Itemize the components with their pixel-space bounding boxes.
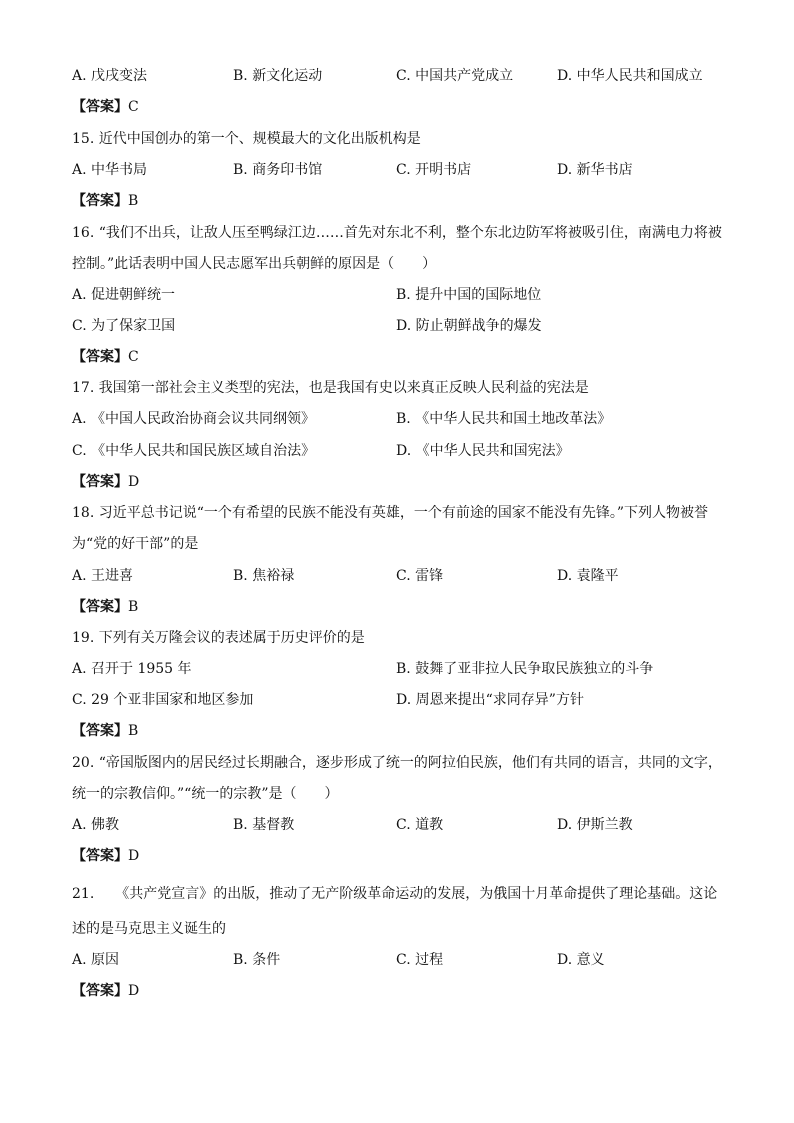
option-a: A. 《中国人民政治协商会议共同纲领》: [72, 411, 316, 427]
option-d: D. 中华人民共和国成立: [557, 68, 703, 84]
option-a: A. 召开于 1955 年: [72, 661, 192, 677]
question-stem-line-1: 16. “我们不出兵，让敌人压至鸭绿江边……首先对东北不利，整个东北边防军将被吸引住，南满电力将被: [72, 225, 722, 241]
option-c: C. 为了保家卫国: [72, 318, 176, 334]
answer-value: B: [128, 193, 139, 209]
answer-value: D: [128, 848, 140, 864]
option-b: B. 基督教: [233, 817, 295, 833]
question-stem: 17. 我国第一部社会主义类型的宪法，也是我国有史以来真正反映人民利益的宪法是: [72, 380, 589, 396]
option-b: B. 《中华人民共和国土地改革法》: [396, 411, 612, 427]
option-c: C. 道教: [396, 817, 444, 833]
answer-line: [72, 846, 139, 866]
option-b: B. 鼓舞了亚非拉人民争取民族独立的斗争: [396, 661, 654, 677]
question-stem-line-2: 为“党的好干部”的是: [72, 536, 199, 552]
answer-tag: 【答案】: [72, 848, 128, 864]
option-c: C. 《中华人民共和国民族区域自治法》: [72, 443, 316, 459]
option-b: B. 新文化运动: [233, 68, 323, 84]
option-c: C. 29 个亚非国家和地区参加: [72, 692, 254, 708]
question-stem-line-1: 18. 习近平总书记说“一个有希望的民族不能没有英雄，一个有前途的国家不能没有先锋。”下列人物被誉: [72, 505, 709, 521]
answer-line: [72, 472, 139, 492]
option-d: D. 周恩来提出“求同存异”方针: [396, 692, 584, 708]
answer-tag: 【答案】: [72, 349, 128, 365]
option-d: D. 防止朝鲜战争的爆发: [396, 318, 542, 334]
question-stem: 15. 近代中国创办的第一个、规模最大的文化出版机构是: [72, 131, 421, 147]
answer-line: [72, 191, 138, 211]
option-c: C. 过程: [396, 952, 444, 968]
question-stem-line-2: 控制。”此话表明中国人民志愿军出兵朝鲜的原因是（ ）: [72, 256, 437, 272]
question-stem: 19. 下列有关万隆会议的表述属于历史评价的是: [72, 630, 365, 646]
option-a: A. 促进朝鲜统一: [72, 287, 176, 303]
answer-line: [72, 981, 139, 1001]
option-a: A. 中华书局: [72, 162, 148, 178]
question-stem-line-2: 统一的宗教信仰。”“统一的宗教”是（ ）: [72, 786, 339, 802]
question-stem-line-2: 述的是马克思主义诞生的: [72, 921, 226, 937]
option-a: A. 佛教: [72, 817, 120, 833]
option-a: A. 原因: [72, 952, 120, 968]
answer-tag: 【答案】: [72, 193, 128, 209]
answer-value: D: [128, 474, 140, 490]
option-d: D. 新华书店: [557, 162, 633, 178]
question-stem-line-1: 21. 《共产党宣言》的出版，推动了无产阶级革命运动的发展，为俄国十月革命提供了理论基础。这论: [72, 886, 718, 902]
option-a: A. 戊戌变法: [72, 68, 148, 84]
answer-value: B: [128, 599, 139, 615]
option-c: C. 雷锋: [396, 568, 444, 584]
answer-tag: 【答案】: [72, 474, 128, 490]
answer-value: C: [128, 99, 139, 115]
answer-line: [72, 597, 138, 617]
answer-tag: 【答案】: [72, 983, 128, 999]
option-d: D. 《中华人民共和国宪法》: [396, 443, 570, 459]
option-d: D. 袁隆平: [557, 568, 619, 584]
answer-value: C: [128, 349, 139, 365]
option-c: C. 中国共产党成立: [396, 68, 514, 84]
option-b: B. 商务印书馆: [233, 162, 323, 178]
answer-value: D: [128, 983, 140, 999]
answer-tag: 【答案】: [72, 599, 128, 615]
option-b: B. 焦裕禄: [233, 568, 295, 584]
answer-value: B: [128, 723, 139, 739]
answer-line: [72, 97, 139, 117]
option-c: C. 开明书店: [396, 162, 472, 178]
answer-line: [72, 721, 138, 741]
answer-tag: 【答案】: [72, 99, 128, 115]
answer-tag: 【答案】: [72, 723, 128, 739]
option-d: D. 伊斯兰教: [557, 817, 633, 833]
answer-line: [72, 347, 139, 367]
option-a: A. 王进喜: [72, 568, 134, 584]
option-d: D. 意义: [557, 952, 605, 968]
option-b: B. 条件: [233, 952, 281, 968]
option-b: B. 提升中国的国际地位: [396, 287, 542, 303]
question-stem-line-1: 20. “帝国版图内的居民经过长期融合，逐步形成了统一的阿拉伯民族，他们有共同的语言，共同的文字，: [72, 755, 722, 771]
